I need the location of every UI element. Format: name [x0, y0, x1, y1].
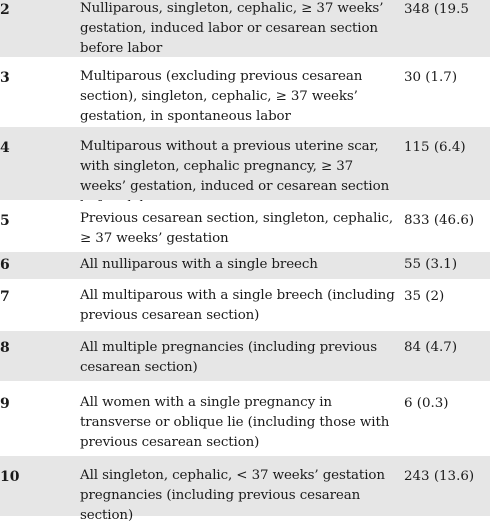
group-number: 3 [0, 70, 10, 86]
group-number: 10 [0, 469, 20, 485]
group-number: 7 [0, 289, 10, 305]
group-count: 35 (2) [404, 289, 445, 304]
group-number: 8 [0, 340, 10, 356]
table-row [0, 382, 490, 456]
table-row [0, 127, 490, 201]
group-description: Nulliparous, singleton, cephalic, ≥ 37 weeks’ gestation, induced labor or cesarean section before labor [80, 1, 384, 56]
table-row [0, 0, 490, 58]
group-count: 6 (0.3) [404, 396, 449, 411]
table-row [0, 331, 490, 382]
group-number: 9 [0, 396, 10, 412]
group-count: 833 (46.6) [404, 213, 475, 228]
group-description: All singleton, cephalic, < 37 weeks’ gestation pregnancies (including previous cesarean section) [80, 468, 385, 523]
group-count: 348 (19.5 [404, 2, 469, 17]
group-description: All women with a single pregnancy in transverse or oblique lie (including those with previous cesarean section) [80, 395, 390, 450]
group-description: Previous cesarean section, singleton, cephalic, ≥ 37 weeks’ gestation [80, 211, 393, 246]
group-number: 4 [0, 140, 10, 156]
table-row [0, 456, 490, 523]
group-count: 55 (3.1) [404, 257, 458, 272]
group-count: 30 (1.7) [404, 70, 458, 85]
group-description: All nulliparous with a single breech [80, 257, 318, 272]
group-count: 243 (13.6) [404, 469, 475, 484]
group-description: Multiparous without a previous uterine scar, with singleton, cephalic pregnancy, ≥ 37 weeks’ gestation, induced or cesarean section [80, 139, 390, 194]
group-number: 2 [0, 2, 10, 18]
group-description: Multiparous (excluding previous cesarean section), singleton, cephalic, ≥ 37 weeks’ gestation, in spontaneous labor [80, 69, 363, 124]
table-row [0, 280, 490, 331]
group-count: 84 (4.7) [404, 340, 458, 355]
group-count: 115 (6.4) [404, 140, 466, 155]
group-number: 5 [0, 213, 10, 229]
table-row [0, 201, 490, 252]
table-row [0, 252, 490, 280]
group-number: 6 [0, 257, 10, 273]
group-description: All multiparous with a single breech (including previous cesarean section) [80, 288, 395, 323]
table-row [0, 58, 490, 127]
group-description: All multiple pregnancies (including previous cesarean section) [80, 340, 378, 375]
